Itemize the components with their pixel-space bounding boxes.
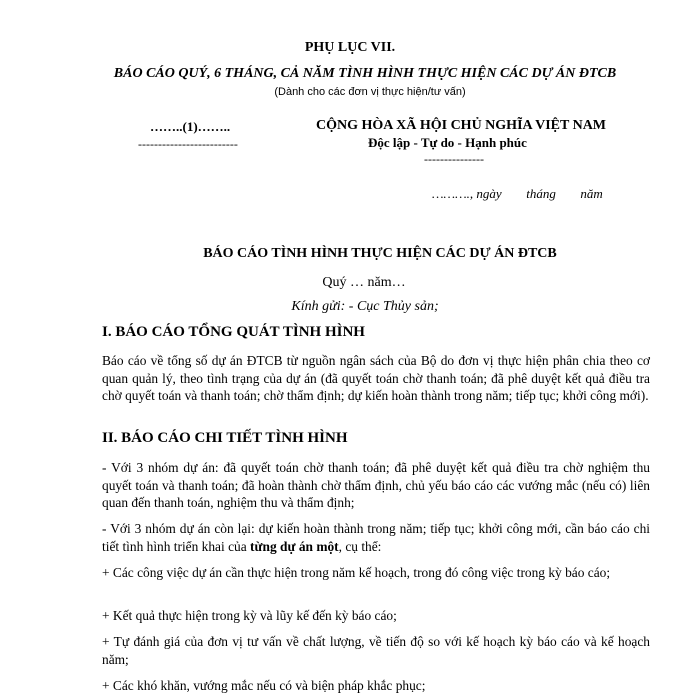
list-item-1: + Các công việc dự án cần thực hiện trong năm kế hoạch, trong đó công việc trong kỳ báo cáo; (102, 565, 611, 580)
date-place: ………., ngày (432, 186, 502, 201)
para2-emphasis: từng dự án một (250, 538, 339, 554)
list-item-3: + Tự đánh giá của đơn vị tư vấn về chất lượng, về tiến độ so với kế hoạch kỳ báo cáo và kế hoạch năm; (102, 634, 650, 667)
section-2-paragraph-1: - Với 3 nhóm dự án: đã quyết toán chờ thanh toán; đã phê duyệt kết quả điều tra chờ nghiệm thu quyết toán và thanh toán; đã hoàn thành chờ thẩm định, chủ yếu báo cáo các vướng mắc (nếu có) liên quan đến thanh toán, nghiệm thu và thẩm định; (102, 460, 650, 510)
organization-placeholder: ……..(1)…….. (150, 119, 231, 134)
para2-end: , cụ thể: (338, 538, 382, 554)
report-title: BÁO CÁO QUÝ, 6 THÁNG, CẢ NĂM TÌNH HÌNH THỰC HIỆN CÁC DỰ ÁN ĐTCB (113, 66, 617, 81)
report-subtitle: (Dành cho các đơn vị thực hiện/tư vấn) (274, 86, 466, 98)
section-2-paragraph-2 (102, 520, 650, 555)
organization-underline: ------------------------- (138, 137, 238, 151)
national-motto: Độc lập - Tự do - Hạnh phúc (368, 135, 527, 150)
date-year: năm (580, 186, 603, 201)
motto-underline: --------------- (424, 152, 484, 166)
para2-start: - Với 3 nhóm dự án còn lại: dự kiến hoàn thành trong năm; tiếp tục; khởi công mới, cần báo cáo chi tiết tình hình triển khai của (102, 521, 650, 554)
date-line (432, 186, 622, 202)
date-month: tháng (526, 186, 556, 201)
section-2-heading: II. BÁO CÁO CHI TIẾT TÌNH HÌNH (102, 430, 348, 446)
section-1-heading: I. BÁO CÁO TỔNG QUÁT TÌNH HÌNH (102, 324, 365, 340)
list-item-4: + Các khó khăn, vướng mắc nếu có và biện pháp khắc phục; (102, 678, 426, 693)
section-1-paragraph: Báo cáo về tổng số dự án ĐTCB từ nguồn ngân sách của Bộ do đơn vị thực hiện phân chia theo cơ quan quản lý, theo tình trạng của dự án (đã quyết toán chờ thanh toán; đã phê duyệt kết quả điều tra chờ quyết toán và thanh toán; chờ thẩm định; dự kiến hoàn thành trong năm; tiếp tục; khởi công mới). (102, 353, 650, 403)
main-title: BÁO CÁO TÌNH HÌNH THỰC HIỆN CÁC DỰ ÁN ĐTCB (203, 246, 557, 261)
national-title: CỘNG HÒA XÃ HỘI CHỦ NGHĨA VIỆT NAM (316, 118, 607, 133)
appendix-title: PHỤ LỤC VII. (304, 40, 396, 55)
list-item-2: + Kết quả thực hiện trong kỳ và lũy kế đến kỳ báo cáo; (102, 608, 397, 623)
recipient-line: Kính gửi: - Cục Thủy sản; (291, 299, 439, 314)
quarter-line: Quý … năm… (322, 275, 406, 290)
